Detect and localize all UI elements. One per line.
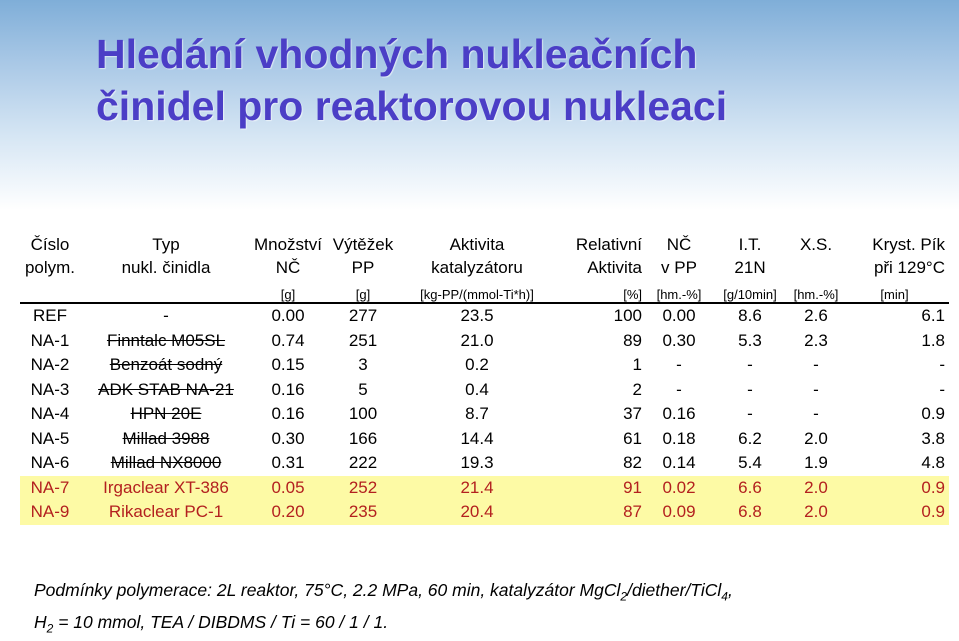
cell-yield: 100 [324,402,402,427]
cell-amount: 0.15 [252,353,324,378]
cell-nc-content: 0.30 [646,329,712,354]
cell-yield: 5 [324,378,402,403]
title-line-2: činidel pro reaktorovou nukleaci [96,80,936,132]
cell-mfi: 5.4 [712,451,788,476]
cell-rel-activity: 2 [552,378,646,403]
cell-yield: 3 [324,353,402,378]
cell-mfi: - [712,402,788,427]
cell-cryst-peak: 0.9 [844,402,949,427]
note-text: Podmínky polymerace: 2L reaktor, 75°C, 2.2 MPa, 60 min, katalyzátor MgCl [34,580,620,600]
cell-mfi: 6.6 [712,476,788,501]
cell-mfi: 5.3 [712,329,788,354]
unit-label [20,278,80,303]
note-text: , [728,580,733,600]
table-row [20,353,949,378]
note-line-1 [34,578,944,610]
cell-cryst-peak: 3.8 [844,427,949,452]
table-row [20,427,949,452]
cell-xs: - [788,378,844,403]
cell-activity: 20.4 [402,500,552,525]
cell-cryst-peak: 4.8 [844,451,949,476]
col-header: nukl. činidla [80,255,252,278]
cell-agent: Rikaclear PC-1 [80,500,252,525]
title-line-1: Hledání vhodných nukleačních [96,28,936,80]
cell-activity: 8.7 [402,402,552,427]
cell-mfi: 6.2 [712,427,788,452]
cell-activity: 23.5 [402,303,552,329]
cell-xs: 2.6 [788,303,844,329]
col-header: Číslo [20,232,80,255]
col-header: katalyzátoru [402,255,552,278]
cell-mfi: - [712,378,788,403]
cell-activity: 0.2 [402,353,552,378]
cell-cryst-peak: 6.1 [844,303,949,329]
cell-yield: 166 [324,427,402,452]
table-row [20,329,949,354]
cell-agent: Benzoát sodný [80,353,252,378]
cell-sample-id: NA-7 [20,476,80,501]
cell-rel-activity: 82 [552,451,646,476]
table-row [20,303,949,329]
header-row-1 [20,232,949,255]
col-header: NČ [646,232,712,255]
unit-label: [hm.-%] [646,278,712,303]
unit-label: [g] [324,278,402,303]
note-subscript: 2 [47,621,54,635]
col-header: 21N [712,255,788,278]
cell-mfi: - [712,353,788,378]
cell-yield: 251 [324,329,402,354]
cell-nc-content: 0.18 [646,427,712,452]
cell-amount: 0.16 [252,402,324,427]
cell-cryst-peak: 1.8 [844,329,949,354]
cell-sample-id: NA-1 [20,329,80,354]
cell-yield: 277 [324,303,402,329]
cell-sample-id: REF [20,303,80,329]
col-header: polym. [20,255,80,278]
cell-agent: Millad NX8000 [80,451,252,476]
col-header [788,255,844,278]
cell-cryst-peak: 0.9 [844,500,949,525]
table-row [20,402,949,427]
cell-agent: Finntalc M05SL [80,329,252,354]
unit-label: [kg-PP/(mmol-Ti*h)] [402,278,552,303]
cell-xs: 2.0 [788,427,844,452]
cell-rel-activity: 89 [552,329,646,354]
cell-rel-activity: 37 [552,402,646,427]
cell-amount: 0.20 [252,500,324,525]
cell-activity: 14.4 [402,427,552,452]
cell-agent: - [80,303,252,329]
page-title [96,28,936,132]
col-header: Relativní [552,232,646,255]
cell-agent: Millad 3988 [80,427,252,452]
cell-yield: 235 [324,500,402,525]
unit-label: [g] [252,278,324,303]
cell-xs: 2.3 [788,329,844,354]
table-body [20,303,949,525]
cell-amount: 0.74 [252,329,324,354]
table-row [20,378,949,403]
col-header: Aktivita [402,232,552,255]
cell-nc-content: 0.09 [646,500,712,525]
cell-activity: 21.0 [402,329,552,354]
col-header: I.T. [712,232,788,255]
cell-nc-content: 0.00 [646,303,712,329]
table-row [20,500,949,525]
unit-label: [hm.-%] [788,278,844,303]
cell-nc-content: - [646,378,712,403]
unit-label: [%] [552,278,646,303]
cell-agent: HPN 20E [80,402,252,427]
note-line-2 [34,610,944,641]
cell-sample-id: NA-6 [20,451,80,476]
cell-sample-id: NA-5 [20,427,80,452]
col-header: Množství [252,232,324,255]
cell-cryst-peak: 0.9 [844,476,949,501]
cell-activity: 0.4 [402,378,552,403]
cell-yield: 252 [324,476,402,501]
cell-activity: 19.3 [402,451,552,476]
note-subscript: 4 [721,590,728,604]
unit-label: [min] [844,278,949,303]
cell-xs: 1.9 [788,451,844,476]
unit-label: [g/10min] [712,278,788,303]
cell-mfi: 6.8 [712,500,788,525]
cell-amount: 0.31 [252,451,324,476]
note-subscript: 2 [620,590,627,604]
table-row [20,451,949,476]
cell-nc-content: 0.14 [646,451,712,476]
cell-mfi: 8.6 [712,303,788,329]
cell-agent: Irgaclear XT-386 [80,476,252,501]
col-header: NČ [252,255,324,278]
cell-activity: 21.4 [402,476,552,501]
col-header: Aktivita [552,255,646,278]
cell-amount: 0.05 [252,476,324,501]
cell-xs: - [788,402,844,427]
cell-xs: - [788,353,844,378]
cell-nc-content: 0.02 [646,476,712,501]
units-row [20,278,949,303]
col-header: Kryst. Pík [844,232,949,255]
cell-sample-id: NA-2 [20,353,80,378]
col-header: v PP [646,255,712,278]
cell-amount: 0.30 [252,427,324,452]
cell-rel-activity: 61 [552,427,646,452]
cell-nc-content: 0.16 [646,402,712,427]
cell-sample-id: NA-9 [20,500,80,525]
cell-sample-id: NA-3 [20,378,80,403]
col-header: X.S. [788,232,844,255]
note-text: H [34,612,47,632]
cell-agent: ADK STAB NA-21 [80,378,252,403]
cell-sample-id: NA-4 [20,402,80,427]
cell-rel-activity: 87 [552,500,646,525]
note-text: /diether/TiCl [627,580,721,600]
cell-rel-activity: 91 [552,476,646,501]
col-header: při 129°C [844,255,949,278]
table-row [20,476,949,501]
cell-cryst-peak: - [844,353,949,378]
col-header: Výtěžek [324,232,402,255]
cell-yield: 222 [324,451,402,476]
header-row-2 [20,255,949,278]
cell-amount: 0.00 [252,303,324,329]
col-header: Typ [80,232,252,255]
cell-amount: 0.16 [252,378,324,403]
col-header: PP [324,255,402,278]
cell-rel-activity: 1 [552,353,646,378]
cell-xs: 2.0 [788,476,844,501]
nucleating-agents-table [20,232,945,525]
cell-nc-content: - [646,353,712,378]
cell-rel-activity: 100 [552,303,646,329]
cell-cryst-peak: - [844,378,949,403]
cell-xs: 2.0 [788,500,844,525]
note-text: = 10 mmol, TEA / DIBDMS / Ti = 60 / 1 / 1. [53,612,388,632]
unit-label [80,278,252,303]
